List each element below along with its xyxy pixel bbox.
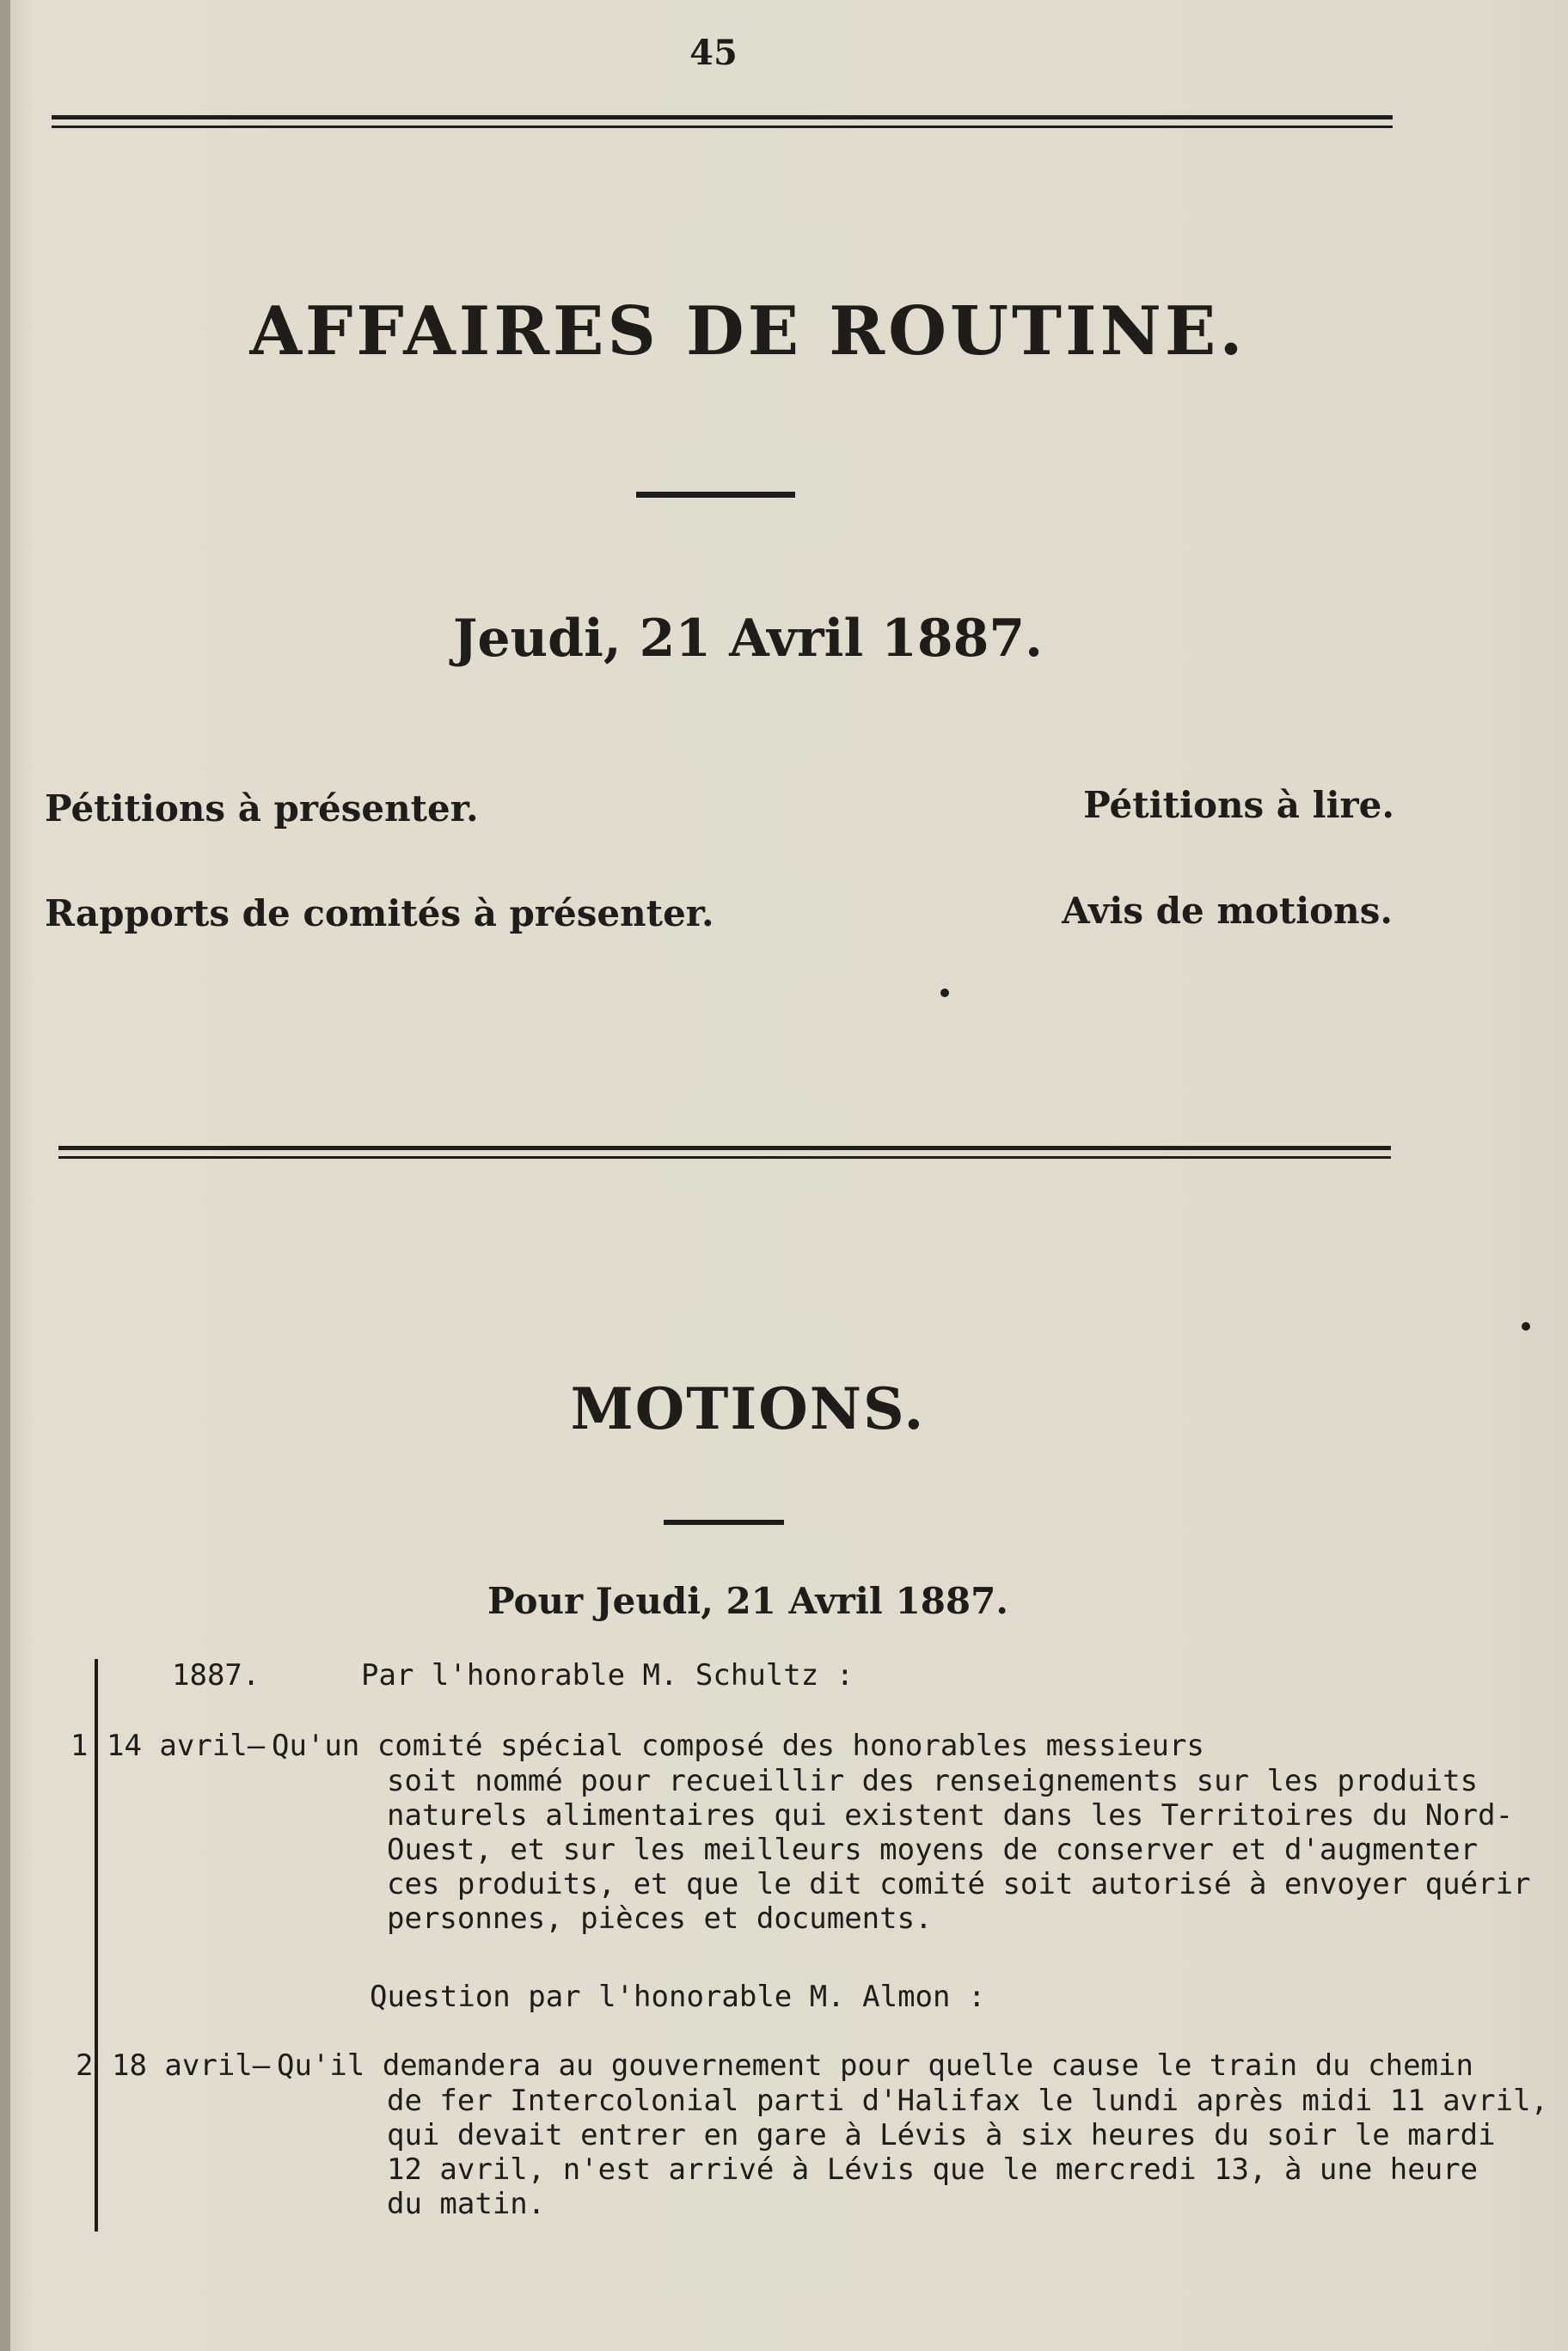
heading-rule: [636, 492, 795, 498]
motion-1-date: 14 avril—: [107, 1729, 266, 1763]
motion-1-intro: Par l'honorable M. Schultz :: [361, 1658, 854, 1693]
motion-1-line: naturels alimentaires qui existent dans les Territoires du Nord-: [387, 1798, 1514, 1833]
page-number: 45: [689, 33, 738, 73]
motion-2-first-line: Qu'il demandera au gouvernement pour quelle cause le train du chemin: [277, 2048, 1473, 2083]
top-double-rule: [52, 115, 1393, 134]
motion-2-line: qui devait entrer en gare à Lévis à six heures du soir le mardi: [387, 2118, 1496, 2152]
motion-1-line: personnes, pièces et documents.: [387, 1901, 933, 1936]
motion-2-intro: Question par l'honorable M. Almon :: [370, 1980, 986, 2014]
motion-1-line: Ouest, et sur les meilleurs moyens de conserver et d'augmenter: [387, 1833, 1479, 1867]
notices-of-motion: Avis de motions.: [1062, 890, 1393, 932]
motion-1-first-line: Qu'un comité spécial composé des honorables messieurs: [272, 1729, 1204, 1763]
motion-2-line: du matin.: [387, 2187, 546, 2221]
motion-2-line: de fer Intercolonial parti d'Halifax le lundi après midi 11 avril,: [387, 2084, 1549, 2118]
margin-rule: [95, 1659, 98, 2232]
motions-heading: MOTIONS.: [570, 1375, 926, 1442]
print-dot-right: [1522, 1322, 1530, 1331]
motions-rule: [664, 1520, 784, 1525]
motion-1-number: 1: [70, 1729, 89, 1763]
year-label: 1887.: [172, 1658, 260, 1693]
motion-1-body: [387, 1764, 1531, 1936]
section-heading: AFFAIRES DE ROUTINE.: [249, 292, 1246, 370]
print-dot: [940, 989, 949, 997]
sitting-date: Jeudi, 21 Avril 1887.: [452, 609, 1044, 669]
petitions-to-read: Pétitions à lire.: [1083, 784, 1394, 826]
motion-2-date: 18 avril—: [112, 2048, 271, 2083]
motion-2-line: 12 avril, n'est arrivé à Lévis que le mercredi 13, à une heure: [387, 2152, 1479, 2187]
motion-1-line: ces produits, et que le dit comité soit autorisé à envoyer quérir: [387, 1867, 1531, 1901]
motion-2-body: [387, 2084, 1549, 2221]
petitions-to-present: Pétitions à présenter.: [45, 787, 479, 830]
motion-1-line: soit nommé pour recueillir des renseignements sur les produits: [387, 1764, 1479, 1798]
motion-2-number: 2: [76, 2048, 94, 2083]
motions-date: Pour Jeudi, 21 Avril 1887.: [487, 1580, 1008, 1622]
middle-double-rule: [58, 1146, 1391, 1165]
committee-reports-to-present: Rapports de comités à présenter.: [45, 892, 714, 934]
